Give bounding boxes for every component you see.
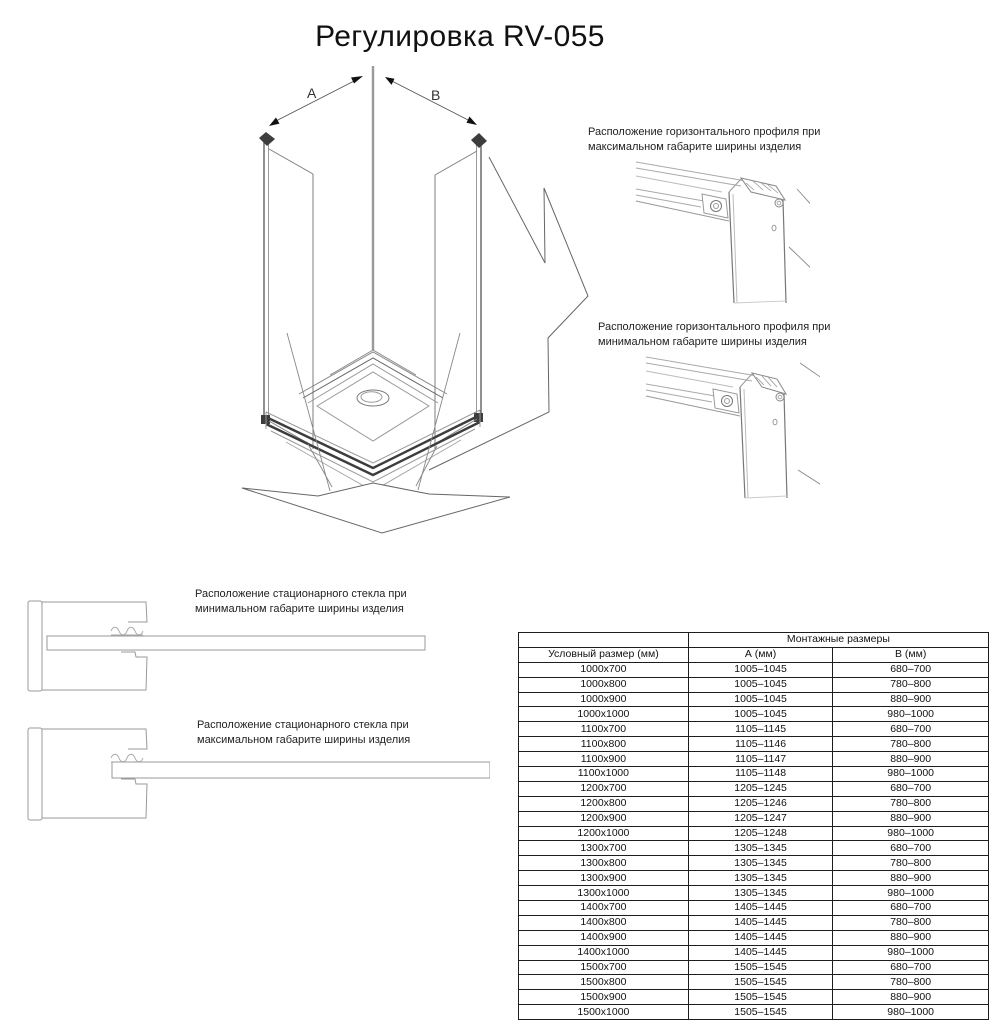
table-cell: 880–900 <box>833 990 989 1005</box>
table-cell: 1500x800 <box>519 975 689 990</box>
table-row <box>519 662 989 677</box>
drain <box>357 390 389 406</box>
glass-section-max-width <box>15 722 490 832</box>
table-cell: 1000x900 <box>519 692 689 707</box>
table-cell: 1205–1245 <box>688 781 833 796</box>
table-cell: 1000x1000 <box>519 707 689 722</box>
gasket-seal <box>111 754 143 762</box>
table-cell: 1205–1246 <box>688 796 833 811</box>
adjustment-hole <box>775 199 783 207</box>
table-row <box>519 781 989 796</box>
table-cell: 1505–1545 <box>688 1005 833 1020</box>
table-row <box>519 856 989 871</box>
dim-b-label: B <box>431 87 441 103</box>
table-row <box>519 975 989 990</box>
shower-tray <box>299 352 447 441</box>
page-title: Регулировка RV-055 <box>315 20 605 53</box>
left-wall-profile <box>259 132 275 424</box>
glass-section-min-width <box>15 596 445 701</box>
table-row <box>519 737 989 752</box>
table-cell: 1105–1147 <box>688 752 833 767</box>
table-cell: 1405–1445 <box>688 930 833 945</box>
caption-profile-max-width: Расположение горизонтального профиля при максимальном габарите ширины изделия <box>588 126 821 153</box>
table-cell: 880–900 <box>833 811 989 826</box>
table-row <box>519 767 989 782</box>
table-cell: 1105–1146 <box>688 737 833 752</box>
table-cell: 980–1000 <box>833 826 989 841</box>
dimension-arrow-a <box>269 76 363 126</box>
table-cell: 1300x700 <box>519 841 689 856</box>
table-cell: 1005–1045 <box>688 677 833 692</box>
table-cell: 780–800 <box>833 856 989 871</box>
table-cell: 980–1000 <box>833 767 989 782</box>
glass-sheet <box>47 636 425 650</box>
post-top-cap <box>259 132 275 146</box>
table-cell: 1400x1000 <box>519 945 689 960</box>
table-cell: 980–1000 <box>833 945 989 960</box>
table-row <box>519 945 989 960</box>
table-cell: 880–900 <box>833 752 989 767</box>
table-cell: 1300x900 <box>519 871 689 886</box>
table-row <box>519 722 989 737</box>
table-cell: 780–800 <box>833 677 989 692</box>
table-cell: 1100x700 <box>519 722 689 737</box>
table-cell: 1100x1000 <box>519 767 689 782</box>
caption-profile-min-width: Расположение горизонтального профиля при минимальном габарите ширины изделия <box>598 321 831 348</box>
caption-glass-max-width: Расположение стационарного стекла при максимальном габарите ширины изделия <box>197 719 411 746</box>
table-cell: 1300x1000 <box>519 886 689 901</box>
down-arrow <box>242 483 510 533</box>
table-cell: 880–900 <box>833 692 989 707</box>
table-cell: 680–700 <box>833 960 989 975</box>
table-cell: 680–700 <box>833 901 989 916</box>
profile-detail-drawing-min-width <box>645 353 820 508</box>
table-cell: 1305–1345 <box>688 886 833 901</box>
dimension-arrow-b <box>385 77 477 125</box>
table-row <box>519 752 989 767</box>
table-cell: 980–1000 <box>833 886 989 901</box>
table-cell: 1000x700 <box>519 662 689 677</box>
table-cell: 880–900 <box>833 871 989 886</box>
right-wall-profile <box>471 133 487 422</box>
adjustment-hole <box>773 419 777 425</box>
table-cell: 1405–1445 <box>688 901 833 916</box>
table-cell: 1105–1148 <box>688 767 833 782</box>
table-cell: 1305–1345 <box>688 871 833 886</box>
table-cell: 1000x800 <box>519 677 689 692</box>
table-cell: 780–800 <box>833 915 989 930</box>
table-cell: 1400x800 <box>519 915 689 930</box>
table-cell: 680–700 <box>833 781 989 796</box>
group-header-cell: Монтажные размеры <box>688 633 988 648</box>
table-cell: 1005–1045 <box>688 692 833 707</box>
post-top-cap <box>741 178 785 200</box>
table-row <box>519 960 989 975</box>
table-cell: 1200x1000 <box>519 826 689 841</box>
column-header-size: Условный размер (мм) <box>519 647 689 662</box>
table-cell: 1500x900 <box>519 990 689 1005</box>
table-cell: 780–800 <box>833 796 989 811</box>
caption-glass-min-width: Расположение стационарного стекла при минимальном габарите ширины изделия <box>195 588 407 615</box>
dim-a-label: A <box>307 85 317 101</box>
table-row <box>519 796 989 811</box>
table-cell: 1200x900 <box>519 811 689 826</box>
profile-end-block <box>713 389 739 413</box>
table-cell: 1205–1248 <box>688 826 833 841</box>
group-header-row <box>519 633 989 648</box>
table-row <box>519 677 989 692</box>
table-cell: 1305–1345 <box>688 856 833 871</box>
table-row <box>519 990 989 1005</box>
corner-foot-lines <box>330 350 416 375</box>
table-cell: 1005–1045 <box>688 707 833 722</box>
table-cell: 680–700 <box>833 841 989 856</box>
table-row <box>519 1005 989 1020</box>
table-cell: 980–1000 <box>833 1005 989 1020</box>
shower-enclosure-isometric-drawing <box>220 58 640 548</box>
table-row <box>519 886 989 901</box>
table-cell: 1100x800 <box>519 737 689 752</box>
glass-sheet <box>112 762 490 778</box>
table-body <box>519 662 989 1019</box>
post-top-cap <box>471 133 487 148</box>
table-cell: 1405–1445 <box>688 945 833 960</box>
table-cell: 1105–1145 <box>688 722 833 737</box>
table-row <box>519 707 989 722</box>
column-header-b: В (мм) <box>833 647 989 662</box>
table-cell: 1500x1000 <box>519 1005 689 1020</box>
table-cell: 780–800 <box>833 737 989 752</box>
table-cell: 1005–1045 <box>688 662 833 677</box>
table-cell: 880–900 <box>833 930 989 945</box>
table-cell: 980–1000 <box>833 707 989 722</box>
adjustment-hole <box>772 225 776 231</box>
tray-apron <box>266 410 480 491</box>
table-row <box>519 901 989 916</box>
table-cell: 1100x900 <box>519 752 689 767</box>
table-cell: 1200x800 <box>519 796 689 811</box>
dimensions-table <box>518 632 989 1020</box>
table-row <box>519 871 989 886</box>
table-cell: 1305–1345 <box>688 841 833 856</box>
profile-detail-drawing-max-width <box>635 158 810 313</box>
table-row <box>519 811 989 826</box>
table-row <box>519 692 989 707</box>
adjustment-hole <box>776 393 784 401</box>
glass-leader-lines <box>789 189 810 302</box>
glass-leader-lines <box>798 363 820 500</box>
table-row <box>519 841 989 856</box>
table-cell: 680–700 <box>833 662 989 677</box>
table-cell: 1405–1445 <box>688 915 833 930</box>
table-row <box>519 915 989 930</box>
table-cell: 1505–1545 <box>688 990 833 1005</box>
table-row <box>519 826 989 841</box>
profile-end-block <box>702 194 728 218</box>
table-cell: 1400x700 <box>519 901 689 916</box>
table-cell: 1505–1545 <box>688 975 833 990</box>
column-header-row <box>519 647 989 662</box>
table-cell: 1200x700 <box>519 781 689 796</box>
gasket-seal <box>111 627 143 635</box>
column-header-a: А (мм) <box>688 647 833 662</box>
table-cell: 1400x900 <box>519 930 689 945</box>
table-row <box>519 930 989 945</box>
table-cell: 1205–1247 <box>688 811 833 826</box>
table-cell: 680–700 <box>833 722 989 737</box>
table-cell: 780–800 <box>833 975 989 990</box>
table-cell: 1300x800 <box>519 856 689 871</box>
empty-header-cell <box>519 633 689 648</box>
table-cell: 1505–1545 <box>688 960 833 975</box>
table-cell: 1500x700 <box>519 960 689 975</box>
